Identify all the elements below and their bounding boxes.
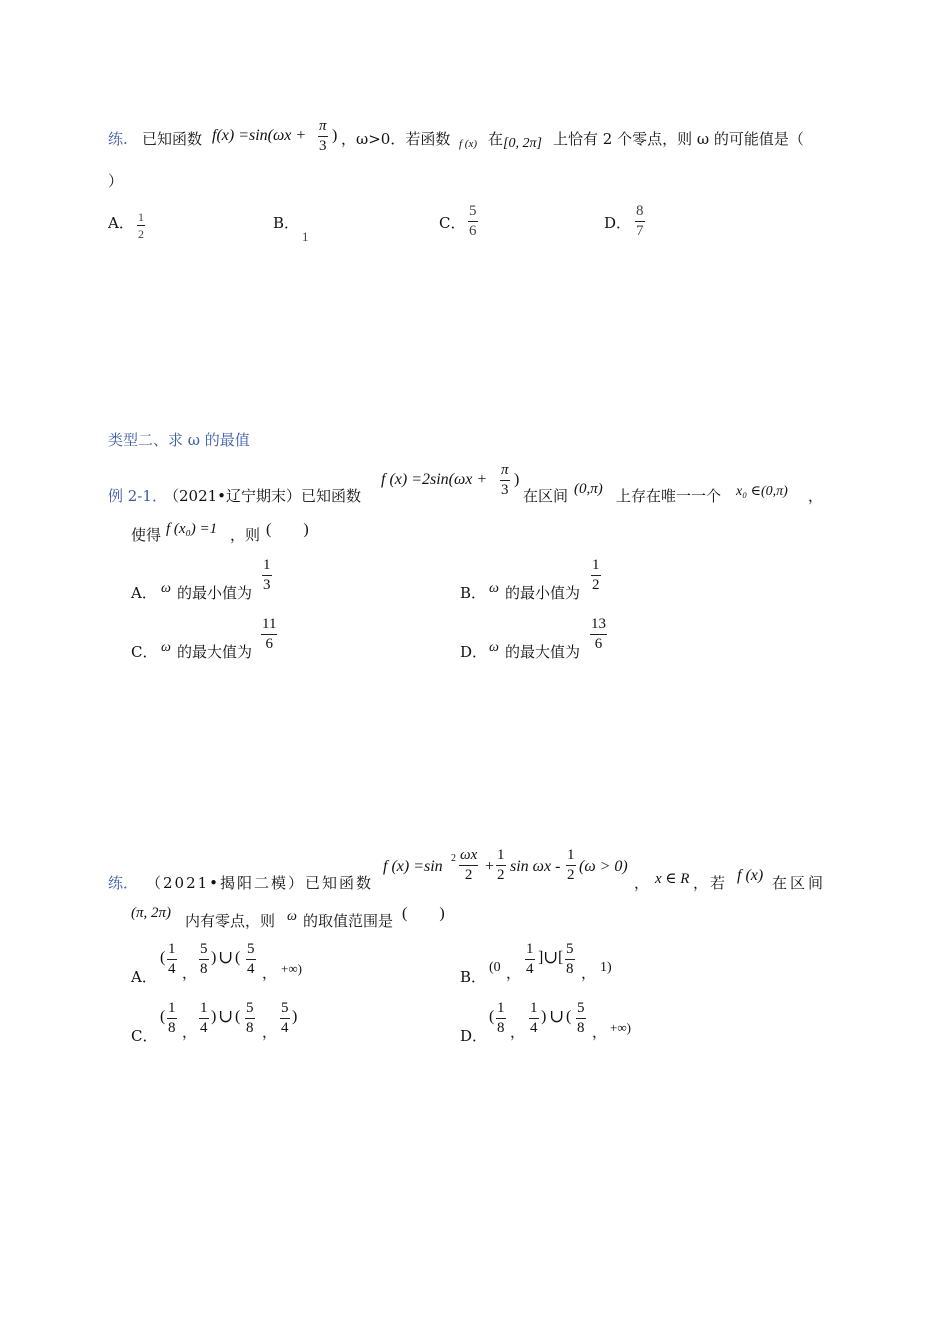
section-heading: 类型二、求 ω 的最值 bbox=[108, 431, 250, 449]
infinity: +∞) bbox=[281, 961, 302, 976]
option-c-label: C． bbox=[131, 643, 158, 661]
interval-end: 1) bbox=[600, 960, 612, 975]
comma: ， bbox=[262, 1023, 278, 1041]
question-text: 的取值范围是 bbox=[303, 912, 394, 930]
option-d-label: D． bbox=[604, 214, 632, 232]
comma: ， bbox=[262, 964, 278, 982]
paren: ( bbox=[160, 949, 166, 966]
fraction-5-8: $\frac{5}{8}$ bbox=[577, 1000, 585, 1036]
paren: ) bbox=[211, 1008, 217, 1025]
paren: ) bbox=[292, 1008, 298, 1025]
plus-sign: + bbox=[485, 858, 495, 875]
question-text: 内有零点，则 bbox=[185, 912, 276, 930]
wx-over-2-fraction: $\frac{\omega x}{2}$ bbox=[460, 847, 478, 883]
question-source: （2021•揭阳二模）已知函数 bbox=[146, 874, 374, 892]
comma: ， bbox=[581, 964, 597, 982]
comma: ， bbox=[634, 874, 650, 892]
bracket: [ bbox=[558, 949, 564, 966]
union-symbol: ∪ bbox=[218, 947, 234, 967]
option-c-fraction: $\frac{11}{6}$ bbox=[262, 616, 277, 652]
paren: ( bbox=[235, 949, 241, 966]
square-exponent: 2 bbox=[451, 853, 456, 864]
fraction-5-8: $\frac{5}{8}$ bbox=[246, 1000, 254, 1036]
option-c-label: C． bbox=[439, 214, 466, 232]
option-d-fraction: $\frac{13}{6}$ bbox=[591, 616, 606, 652]
exercise-label: 练． bbox=[108, 874, 139, 892]
question-text: 使得 bbox=[131, 526, 162, 544]
comma: ， bbox=[510, 1023, 526, 1041]
paren: ( bbox=[235, 1008, 241, 1025]
answer-paren: ( ) bbox=[266, 521, 309, 538]
pi-over-3-fraction: $\frac{\pi}{3}$ bbox=[501, 462, 509, 498]
omega-condition: (ω > 0) bbox=[579, 858, 628, 875]
function-small: f (x) bbox=[459, 138, 478, 150]
omega-symbol: ω bbox=[161, 640, 171, 655]
comma: ， bbox=[506, 964, 522, 982]
option-a-fraction: $\frac{1}{2}$ bbox=[138, 210, 144, 241]
exercise-label: 练. bbox=[108, 130, 128, 148]
function-expression: f(x) =sin(ωx + bbox=[212, 127, 307, 144]
x0-condition: x₀ ∈(0,π) bbox=[736, 484, 788, 499]
answer-paren: ） bbox=[108, 172, 124, 190]
union-symbol: ∪ bbox=[218, 1006, 234, 1026]
omega-symbol: ω bbox=[161, 581, 171, 596]
omega-symbol: ω bbox=[287, 909, 297, 924]
option-d-text: 的最大值为 bbox=[505, 643, 581, 661]
question-text: 已知函数 bbox=[142, 130, 203, 148]
option-b-label: B． bbox=[460, 968, 487, 986]
question-text: 上存在唯一一个 bbox=[616, 487, 722, 505]
answer-paren: ( ) bbox=[402, 905, 445, 922]
omega-symbol: ω bbox=[489, 640, 499, 655]
domain-expression: x ∈ R bbox=[655, 871, 690, 887]
option-b-label: B． bbox=[460, 584, 487, 602]
fraction-1-4: $\frac{1}{4}$ bbox=[200, 1000, 208, 1036]
fraction-1-4: $\frac{1}{4}$ bbox=[168, 941, 176, 977]
question-source: （2021•辽宁期末）已知函数 bbox=[164, 487, 362, 505]
option-b-value: 1 bbox=[302, 229, 309, 244]
comma: ， bbox=[182, 1023, 198, 1041]
condition-expression: f (x₀) =1 bbox=[166, 521, 218, 537]
option-b-label: B． bbox=[273, 214, 300, 232]
fraction-5-4: $\frac{5}{4}$ bbox=[247, 941, 255, 977]
question-text: 在区间 bbox=[772, 874, 827, 892]
infinity: +∞) bbox=[610, 1020, 631, 1035]
option-b-text: 的最小值为 bbox=[505, 584, 581, 602]
option-c-fraction: $\frac{5}{6}$ bbox=[469, 203, 477, 239]
question-text: ，若 bbox=[693, 874, 728, 892]
option-a-label: A． bbox=[131, 584, 157, 602]
interval-expression: [0, 2π] bbox=[503, 136, 542, 151]
paren: ( bbox=[160, 1008, 166, 1025]
option-a-label: A． bbox=[108, 214, 134, 232]
paren: ( bbox=[489, 1008, 495, 1025]
interval-expression: (π, 2π) bbox=[131, 905, 172, 921]
option-c-label: C． bbox=[131, 1027, 158, 1045]
union-symbol: ∪ bbox=[543, 947, 559, 967]
question-text: ，则 bbox=[230, 526, 261, 544]
function-expression: f (x) =2sin(ωx + bbox=[381, 471, 488, 488]
question-text: ，ω>0．若函数 bbox=[341, 130, 451, 148]
fraction-5-8: $\frac{5}{8}$ bbox=[566, 941, 574, 977]
paren: ( bbox=[566, 1008, 572, 1025]
fraction-5-4: $\frac{5}{4}$ bbox=[281, 1000, 289, 1036]
question-text: 上恰有 2 个零点，则 ω 的可能值是（ bbox=[553, 130, 804, 148]
option-b-fraction: $\frac{1}{2}$ bbox=[592, 557, 600, 593]
question-text: 在 bbox=[488, 130, 504, 148]
option-a-fraction: $\frac{1}{3}$ bbox=[263, 557, 271, 593]
pi-over-3-fraction: $\frac{\pi}{3}$ bbox=[319, 118, 327, 154]
close-paren: ) bbox=[332, 127, 338, 144]
option-a-label: A． bbox=[131, 968, 157, 986]
fraction-1-4: $\frac{1}{4}$ bbox=[530, 1000, 538, 1036]
paren: ) bbox=[211, 949, 217, 966]
bracket: ] bbox=[538, 949, 544, 966]
example-label: 例 2-1． bbox=[108, 487, 167, 505]
fraction-1-4: $\frac{1}{4}$ bbox=[526, 941, 534, 977]
close-paren: ) bbox=[514, 471, 520, 488]
option-a-text: 的最小值为 bbox=[177, 584, 253, 602]
comma: ， bbox=[182, 964, 198, 982]
option-d-label: D． bbox=[460, 1027, 488, 1045]
comma: ， bbox=[808, 487, 824, 505]
paren: ) bbox=[541, 1008, 547, 1025]
fraction-1-8: $\frac{1}{8}$ bbox=[168, 1000, 176, 1036]
interval-expression: (0,π) bbox=[574, 481, 603, 497]
fraction-5-8: $\frac{5}{8}$ bbox=[200, 941, 208, 977]
omega-symbol: ω bbox=[489, 581, 499, 596]
interval-start: (0 bbox=[489, 960, 501, 975]
question-text: 在区间 bbox=[523, 487, 569, 505]
comma: ， bbox=[592, 1023, 608, 1041]
fraction-1-8: $\frac{1}{8}$ bbox=[497, 1000, 505, 1036]
union-symbol: ∪ bbox=[549, 1006, 565, 1026]
half-fraction: $\frac{1}{2}$ bbox=[567, 847, 575, 883]
option-c-text: 的最大值为 bbox=[177, 643, 253, 661]
option-d-fraction: $\frac{8}{7}$ bbox=[636, 203, 644, 239]
sin-wx-term: sin ωx - bbox=[510, 858, 561, 875]
function-ref: f (x) bbox=[737, 867, 764, 884]
function-lhs: f (x) =sin bbox=[383, 858, 443, 875]
option-d-label: D． bbox=[460, 643, 488, 661]
half-fraction: $\frac{1}{2}$ bbox=[497, 847, 505, 883]
